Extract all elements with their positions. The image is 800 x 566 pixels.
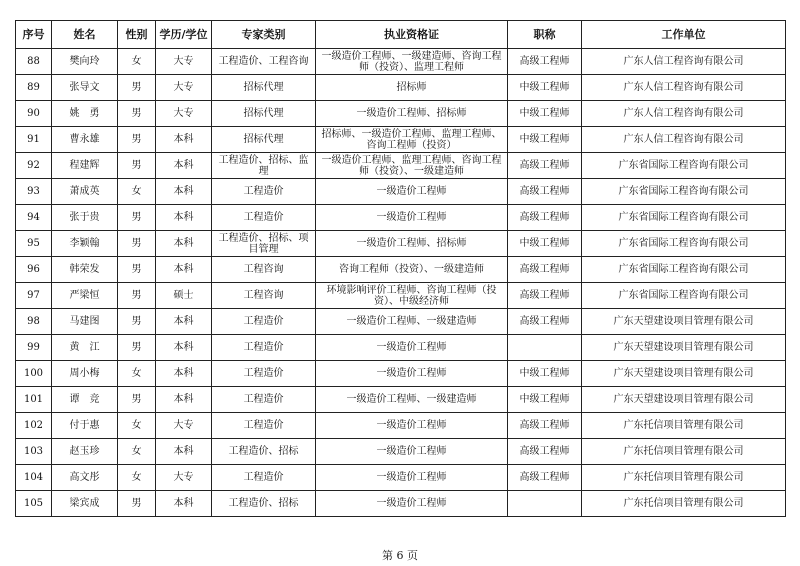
cell-name: 张于贵 <box>52 205 118 231</box>
table-row <box>16 127 786 153</box>
cell-gender: 女 <box>118 439 156 465</box>
cell-certificate: 一级造价工程师 <box>316 439 508 465</box>
cell-unit: 广东托信项目管理有限公司 <box>582 413 786 439</box>
cell-category: 工程造价 <box>212 465 316 491</box>
cell-education: 本科 <box>156 439 212 465</box>
cell-name: 李颖翰 <box>52 231 118 257</box>
cell-name: 韩荣发 <box>52 257 118 283</box>
cell-gender: 女 <box>118 49 156 75</box>
cell-name: 樊向玲 <box>52 49 118 75</box>
cell-title: 高级工程师 <box>508 465 582 491</box>
cell-title: 高级工程师 <box>508 283 582 309</box>
cell-title <box>508 335 582 361</box>
cell-no: 105 <box>16 491 52 517</box>
cell-title: 高级工程师 <box>508 179 582 205</box>
table-row <box>16 283 786 309</box>
cell-education: 本科 <box>156 231 212 257</box>
cell-education: 本科 <box>156 387 212 413</box>
cell-title: 中级工程师 <box>508 101 582 127</box>
cell-unit: 广东天望建设项目管理有限公司 <box>582 361 786 387</box>
header-title: 职称 <box>508 21 582 49</box>
cell-unit: 广东天望建设项目管理有限公司 <box>582 335 786 361</box>
cell-unit: 广东天望建设项目管理有限公司 <box>582 387 786 413</box>
cell-category: 工程造价 <box>212 361 316 387</box>
cell-education: 本科 <box>156 127 212 153</box>
cell-category: 招标代理 <box>212 101 316 127</box>
table-row <box>16 257 786 283</box>
cell-certificate: 招标师 <box>316 75 508 101</box>
cell-name: 周小梅 <box>52 361 118 387</box>
cell-no: 89 <box>16 75 52 101</box>
cell-education: 大专 <box>156 101 212 127</box>
cell-title: 中级工程师 <box>508 75 582 101</box>
cell-education: 本科 <box>156 257 212 283</box>
cell-no: 90 <box>16 101 52 127</box>
cell-education: 本科 <box>156 361 212 387</box>
cell-unit: 广东天望建设项目管理有限公司 <box>582 309 786 335</box>
table-row <box>16 439 786 465</box>
table-row <box>16 361 786 387</box>
cell-gender: 男 <box>118 153 156 179</box>
cell-category: 工程造价、招标 <box>212 491 316 517</box>
cell-unit: 广东省国际工程咨询有限公司 <box>582 179 786 205</box>
table-row <box>16 49 786 75</box>
cell-no: 91 <box>16 127 52 153</box>
cell-unit: 广东人信工程咨询有限公司 <box>582 101 786 127</box>
cell-certificate: 一级造价工程师 <box>316 179 508 205</box>
cell-education: 本科 <box>156 309 212 335</box>
header-name: 姓名 <box>52 21 118 49</box>
cell-name: 曹永雄 <box>52 127 118 153</box>
cell-category: 工程造价、工程咨询 <box>212 49 316 75</box>
cell-category: 招标代理 <box>212 75 316 101</box>
cell-gender: 女 <box>118 465 156 491</box>
cell-title: 中级工程师 <box>508 127 582 153</box>
cell-gender: 男 <box>118 205 156 231</box>
table-row <box>16 387 786 413</box>
cell-unit: 广东人信工程咨询有限公司 <box>582 127 786 153</box>
cell-title: 高级工程师 <box>508 49 582 75</box>
cell-title: 高级工程师 <box>508 439 582 465</box>
cell-no: 92 <box>16 153 52 179</box>
cell-category: 工程造价 <box>212 309 316 335</box>
cell-gender: 女 <box>118 179 156 205</box>
header-no: 序号 <box>16 21 52 49</box>
cell-gender: 男 <box>118 127 156 153</box>
cell-no: 95 <box>16 231 52 257</box>
cell-gender: 男 <box>118 387 156 413</box>
cell-education: 大专 <box>156 49 212 75</box>
cell-unit: 广东托信项目管理有限公司 <box>582 465 786 491</box>
cell-gender: 男 <box>118 75 156 101</box>
cell-certificate: 一级造价工程师 <box>316 205 508 231</box>
cell-gender: 男 <box>118 309 156 335</box>
cell-name: 谭 竞 <box>52 387 118 413</box>
cell-no: 99 <box>16 335 52 361</box>
table-row <box>16 179 786 205</box>
cell-gender: 男 <box>118 231 156 257</box>
cell-name: 黄 江 <box>52 335 118 361</box>
table-row <box>16 101 786 127</box>
cell-no: 101 <box>16 387 52 413</box>
cell-gender: 女 <box>118 361 156 387</box>
table-row <box>16 465 786 491</box>
cell-category: 工程造价、招标、监理 <box>212 153 316 179</box>
table-row <box>16 335 786 361</box>
table-row <box>16 231 786 257</box>
cell-no: 104 <box>16 465 52 491</box>
cell-no: 100 <box>16 361 52 387</box>
cell-gender: 男 <box>118 257 156 283</box>
cell-education: 硕士 <box>156 283 212 309</box>
cell-education: 本科 <box>156 179 212 205</box>
cell-gender: 男 <box>118 491 156 517</box>
cell-no: 102 <box>16 413 52 439</box>
cell-title: 高级工程师 <box>508 153 582 179</box>
cell-unit: 广东省国际工程咨询有限公司 <box>582 205 786 231</box>
cell-gender: 男 <box>118 283 156 309</box>
cell-name: 马建图 <box>52 309 118 335</box>
cell-name: 付于惠 <box>52 413 118 439</box>
cell-name: 赵玉珍 <box>52 439 118 465</box>
header-education: 学历/学位 <box>156 21 212 49</box>
cell-unit: 广东人信工程咨询有限公司 <box>582 49 786 75</box>
cell-unit: 广东托信项目管理有限公司 <box>582 491 786 517</box>
cell-unit: 广东托信项目管理有限公司 <box>582 439 786 465</box>
cell-gender: 男 <box>118 335 156 361</box>
cell-no: 96 <box>16 257 52 283</box>
cell-gender: 男 <box>118 101 156 127</box>
cell-certificate: 一级造价工程师 <box>316 335 508 361</box>
cell-education: 本科 <box>156 153 212 179</box>
cell-certificate: 一级造价工程师、招标师 <box>316 101 508 127</box>
cell-category: 工程咨询 <box>212 257 316 283</box>
cell-title <box>508 491 582 517</box>
cell-certificate: 环境影响评价工程师、咨询工程师（投资）、中级经济师 <box>316 283 508 309</box>
table-body <box>16 49 786 517</box>
cell-title: 高级工程师 <box>508 205 582 231</box>
cell-title: 高级工程师 <box>508 257 582 283</box>
cell-title: 中级工程师 <box>508 231 582 257</box>
cell-certificate: 一级造价工程师 <box>316 465 508 491</box>
cell-no: 94 <box>16 205 52 231</box>
cell-certificate: 一级造价工程师、一级建造师 <box>316 309 508 335</box>
header-certificate: 执业资格证 <box>316 21 508 49</box>
table-row <box>16 205 786 231</box>
cell-title: 高级工程师 <box>508 413 582 439</box>
cell-category: 工程造价、招标 <box>212 439 316 465</box>
cell-no: 97 <box>16 283 52 309</box>
cell-gender: 女 <box>118 413 156 439</box>
cell-name: 高文彤 <box>52 465 118 491</box>
cell-no: 88 <box>16 49 52 75</box>
table-header-row <box>16 21 786 49</box>
cell-education: 大专 <box>156 413 212 439</box>
table-row <box>16 75 786 101</box>
cell-name: 梁宾成 <box>52 491 118 517</box>
cell-certificate: 一级造价工程师、一级建造师、咨询工程师（投资）、监理工程师 <box>316 49 508 75</box>
cell-name: 程建辉 <box>52 153 118 179</box>
cell-title: 高级工程师 <box>508 309 582 335</box>
cell-no: 98 <box>16 309 52 335</box>
cell-category: 工程造价 <box>212 205 316 231</box>
cell-name: 萧成英 <box>52 179 118 205</box>
cell-certificate: 一级造价工程师 <box>316 361 508 387</box>
cell-name: 姚 勇 <box>52 101 118 127</box>
cell-name: 张导文 <box>52 75 118 101</box>
header-unit: 工作单位 <box>582 21 786 49</box>
cell-certificate: 一级造价工程师、监理工程师、咨询工程师（投资）、一级建造师 <box>316 153 508 179</box>
cell-category: 工程造价、招标、项目管理 <box>212 231 316 257</box>
cell-education: 大专 <box>156 75 212 101</box>
cell-certificate: 一级造价工程师、招标师 <box>316 231 508 257</box>
cell-certificate: 一级造价工程师 <box>316 491 508 517</box>
cell-unit: 广东省国际工程咨询有限公司 <box>582 283 786 309</box>
cell-education: 本科 <box>156 491 212 517</box>
cell-category: 招标代理 <box>212 127 316 153</box>
cell-education: 本科 <box>156 335 212 361</box>
cell-unit: 广东人信工程咨询有限公司 <box>582 75 786 101</box>
cell-certificate: 一级造价工程师 <box>316 413 508 439</box>
table-row <box>16 309 786 335</box>
expert-table <box>15 20 786 517</box>
page-number: 第 6 页 <box>382 549 418 562</box>
table-row <box>16 153 786 179</box>
cell-certificate: 咨询工程师（投资）、一级建造师 <box>316 257 508 283</box>
cell-education: 大专 <box>156 465 212 491</box>
table-row <box>16 491 786 517</box>
cell-no: 93 <box>16 179 52 205</box>
cell-certificate: 一级造价工程师、一级建造师 <box>316 387 508 413</box>
cell-category: 工程造价 <box>212 179 316 205</box>
cell-certificate: 招标师、一级造价工程师、监理工程师、咨询工程师（投资） <box>316 127 508 153</box>
cell-category: 工程造价 <box>212 413 316 439</box>
cell-category: 工程造价 <box>212 387 316 413</box>
cell-unit: 广东省国际工程咨询有限公司 <box>582 257 786 283</box>
header-category: 专家类别 <box>212 21 316 49</box>
cell-category: 工程咨询 <box>212 283 316 309</box>
header-gender: 性别 <box>118 21 156 49</box>
cell-title: 中级工程师 <box>508 387 582 413</box>
cell-no: 103 <box>16 439 52 465</box>
cell-unit: 广东省国际工程咨询有限公司 <box>582 231 786 257</box>
cell-name: 严梁恒 <box>52 283 118 309</box>
table-row <box>16 413 786 439</box>
cell-unit: 广东省国际工程咨询有限公司 <box>582 153 786 179</box>
cell-category: 工程造价 <box>212 335 316 361</box>
cell-education: 本科 <box>156 205 212 231</box>
cell-title: 中级工程师 <box>508 361 582 387</box>
expert-table-sheet <box>15 20 785 517</box>
